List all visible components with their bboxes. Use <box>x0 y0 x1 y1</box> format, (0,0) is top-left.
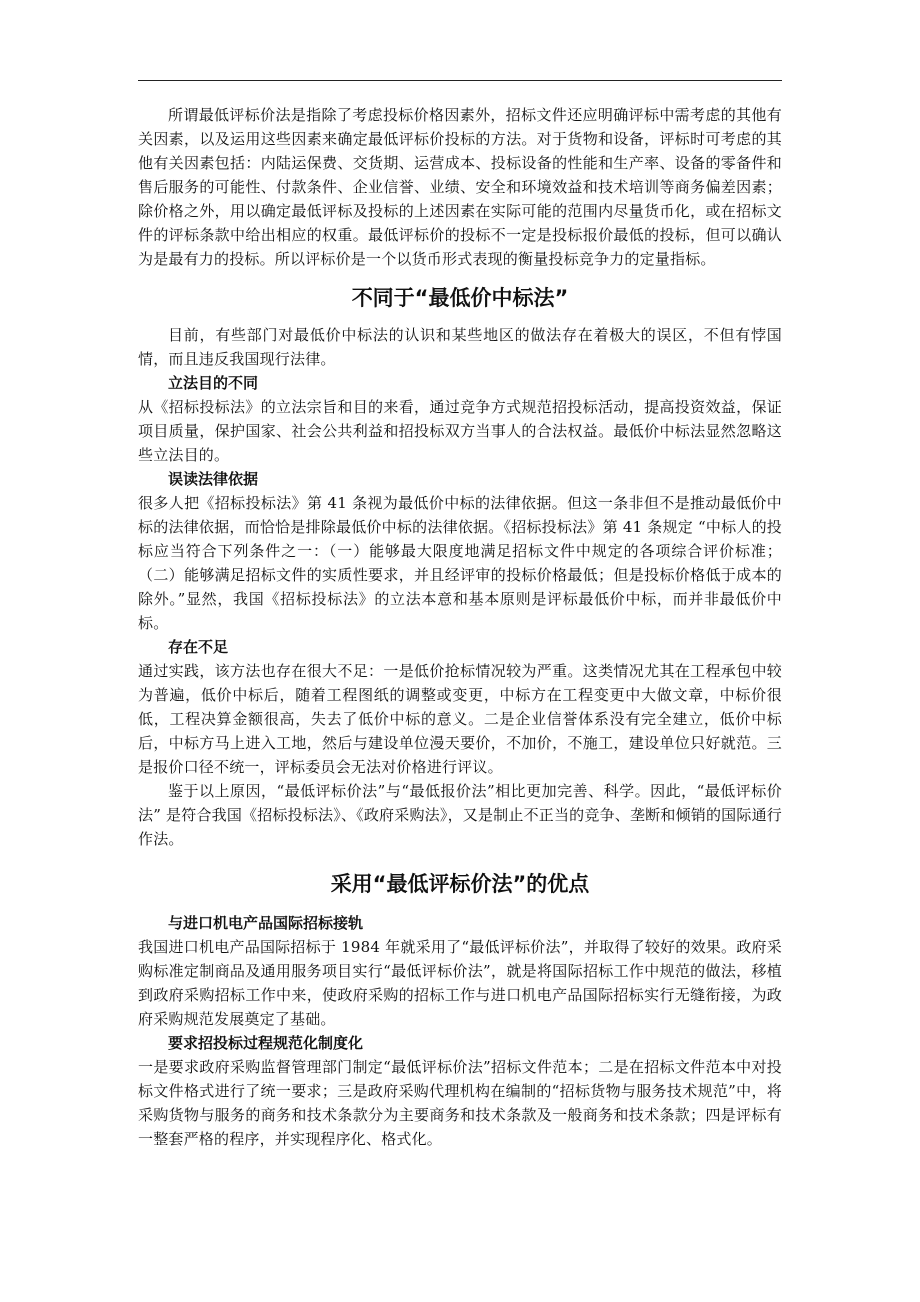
subheading-legislative-purpose: 立法目的不同 <box>168 374 259 392</box>
document-page <box>138 80 782 1151</box>
paragraph-shortcomings: 通过实践，该方法也存在很大不足：一是低价抢标情况较为严重。这类情况尤其在工程承包中较为普遍，低价中标后，随着工程图纸的调整或变更，中标方在工程变更中大做文章，中标价很低，工程决算金额很高，失去了低价中标的意义。二是企业信誉体系没有完全建立，低价中标后，中标方马上进入工地，然后与建设单位漫天要价，不加价，不施工，建设单位只好就范。三是报价口径不统一，评标委员会无法对价格进行评议。 <box>138 662 782 776</box>
subheading-international-alignment: 与进口机电产品国际招标接轨 <box>168 914 364 932</box>
header-rule <box>138 80 782 81</box>
subheading-misread-legal-basis: 误读法律依据 <box>168 470 259 488</box>
section-title-2: 采用“最低评标价法”的优点 <box>330 872 590 896</box>
paragraph-legislative-purpose: 从《招标投标法》的立法宗旨和目的来看，通过竞争方式规范招投标活动，提高投资效益，保证项目质量，保护国家、社会公共利益和招投标双方当事人的合法权益。最低价中标法显然忽略这些立法目的。 <box>138 398 782 464</box>
subheading-standardization: 要求招投标过程规范化制度化 <box>168 1034 364 1052</box>
subheading-shortcomings: 存在不足 <box>168 638 229 656</box>
paragraph-international-alignment: 我国进口机电产品国际招标于 1984 年就采用了“最低评标价法”，并取得了较好的效果。政府采购标准定制商品及通用服务项目实行“最低评标价法”，就是将国际招标工作中规范的做法，移植到政府采购招标工作中来，使政府采购的招标工作与进口机电产品国际招标实行无缝衔接，为政府采购规范发展奠定了基础。 <box>138 938 782 1028</box>
section1-intro: 目前，有些部门对最低价中标法的认识和某些地区的做法存在着极大的误区，不但有悖国情，而且违反我国现行法律。 <box>138 326 782 368</box>
section-title-1: 不同于“最低价中标法” <box>351 286 569 310</box>
paragraph-standardization: 一是要求政府采购监督管理部门制定“最低评标价法”招标文件范本；二是在招标文件范本中对投标文件格式进行了统一要求；三是政府采购代理机构在编制的“招标货物与服务技术规范”中，将采购货物与服务的商务和技术条款分为主要商务和技术条款及一般商务和技术条款；四是评标有一整套严格的程序，并实现程序化、格式化。 <box>138 1058 782 1148</box>
intro-paragraph: 所谓最低评标价法是指除了考虑投标价格因素外，招标文件还应明确评标中需考虑的其他有关因素，以及运用这些因素来确定最低评标价投标的方法。对于货物和设备，评标时可考虑的其他有关因素包括：内陆运保费、交货期、运营成本、投标设备的性能和生产率、设备的零备件和售后服务的可能性、付款条件、企业信誉、业绩、安全和环境效益和技术培训等商务偏差因素；除价格之外，用以确定最低评标及投标的上述因素在实际可能的范围内尽量货币化，或在招标文件的评标条款中给出相应的权重。最低评标价的投标不一定是投标报价最低的投标，但可以确认为是最有力的投标。所以评标价是一个以货币形式表现的衡量投标竞争力的定量指标。 <box>138 106 782 268</box>
section1-conclusion: 鉴于以上原因，“最低评标价法”与“最低报价法”相比更加完善、科学。因此，“最低评标价法” 是符合我国《招标投标法》、《政府采购法》，又是制止不正当的竞争、垄断和倾销的国际通行作法。 <box>138 782 782 848</box>
paragraph-misread-legal-basis: 很多人把《招标投标法》第 41 条视为最低价中标的法律依据。但这一条非但不是推动最低价中标的法律依据，而恰恰是排除最低价中标的法律依据。《招标投标法》第 41 条规定 “中标人的投标应当符合下列条件之一：（一）能够最大限度地满足招标文件中规定的各项综合评价标准；（二）能够满足招标文件的实质性要求，并且经评审的投标价格最低；但是投标价格低于成本的除外。”显然，我国《招标投标法》的立法本意和基本原则是评标最低价中标，而并非最低价中标。 <box>138 494 782 632</box>
